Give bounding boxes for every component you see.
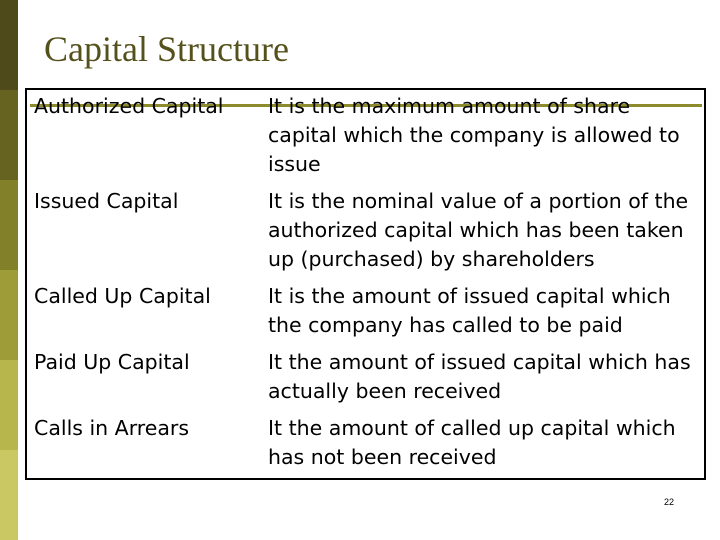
- side-bar-segment: [0, 450, 18, 540]
- side-bar-segment: [0, 360, 18, 450]
- table-row: [26, 280, 705, 346]
- term-cell: Paid Up Capital: [34, 350, 190, 374]
- definition-cell: It the amount of issued capital which has actually been received: [268, 350, 691, 403]
- page-number: 22: [664, 497, 675, 507]
- decorative-side-bar: [0, 0, 18, 540]
- side-bar-segment: [0, 90, 18, 180]
- slide-title: Capital Structure: [44, 29, 289, 69]
- definition-cell: It is the nominal value of a portion of the authorized capital which has been taken up (purchased) by shareholders: [268, 189, 689, 271]
- side-bar-segment: [0, 0, 18, 90]
- term-cell: Authorized Capital: [34, 94, 224, 118]
- table-row: [26, 89, 705, 185]
- term-cell: Issued Capital: [34, 189, 179, 213]
- definition-cell: It is the amount of issued capital which the company has called to be paid: [268, 284, 671, 337]
- term-cell: Called Up Capital: [34, 284, 211, 308]
- capital-structure-table: [25, 88, 706, 480]
- definition-cell: It the amount of called up capital which has not been received: [268, 416, 676, 469]
- side-bar-segment: [0, 270, 18, 360]
- term-cell: Calls in Arrears: [34, 416, 190, 440]
- table-row: [26, 185, 705, 280]
- table-row: [26, 346, 705, 412]
- table-row: [26, 412, 705, 479]
- definition-cell: It is the maximum amount of share capital which the company is allowed to issue: [268, 94, 680, 176]
- side-bar-segment: [0, 180, 18, 270]
